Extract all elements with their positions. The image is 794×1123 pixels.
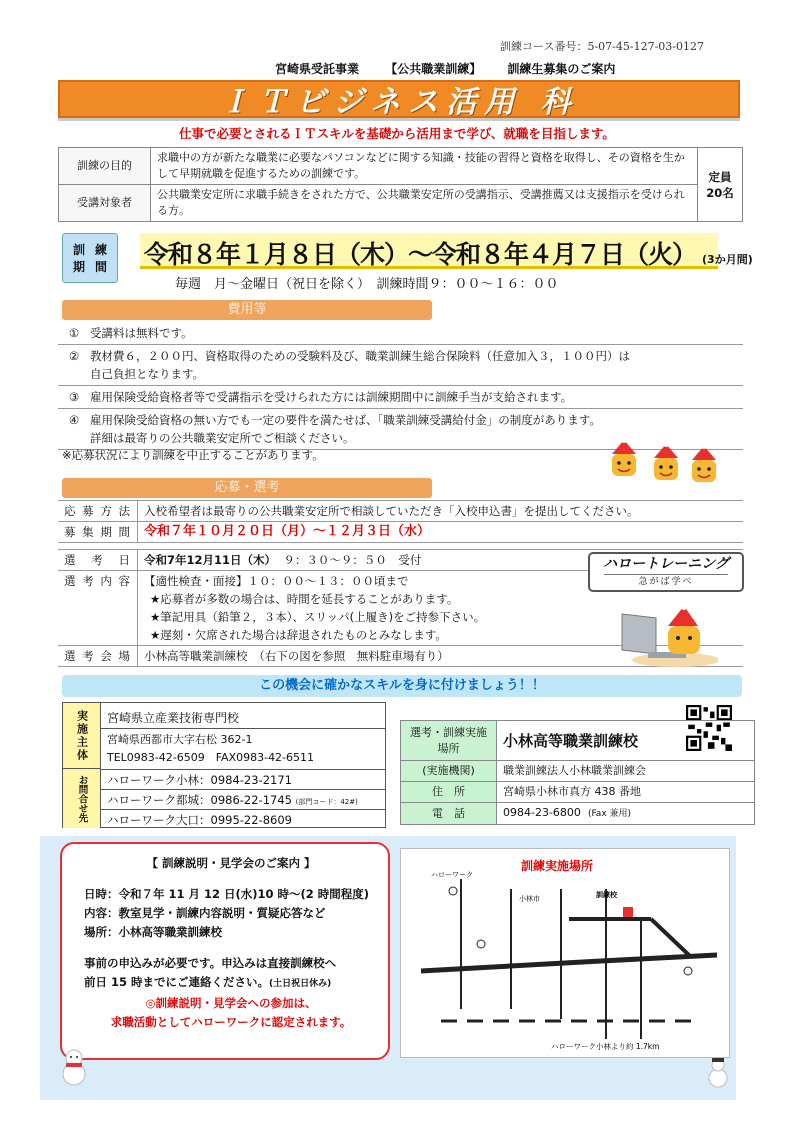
fee-heading: 費用等 (62, 300, 432, 320)
capacity-cell (698, 148, 743, 222)
purpose-label: 訓練の目的 (59, 148, 151, 185)
period-badge-line1: 訓練 (73, 243, 118, 257)
course-number: 訓練コース番号：5-07-45-127-03-0127 (500, 40, 705, 53)
map-label-school: 訓練校 (596, 891, 617, 899)
organizer-label: 実施主体 (63, 703, 101, 769)
map-label-hw: ハローワーク (431, 871, 473, 879)
venue-place-name: 小林高等職業訓練校 (497, 721, 755, 761)
application-heading: 応募・選考 (62, 478, 432, 498)
period-badge-line2: 期間 (73, 260, 118, 274)
info-table (58, 147, 743, 222)
session-content: 内容：教室見学・訓練内容説明・質疑応答など (84, 906, 326, 920)
venue-address-label: 住 所 (401, 782, 497, 803)
header-line (275, 60, 637, 77)
purpose-text: 求職中の方が新たな職業に必要なパソコンなどに関する知識・技能の習得と資格を取得し、その資格を生かして早期就職を促進するための訓練です。 (151, 148, 698, 185)
fee-item: ① 受講料は無料です。 (58, 322, 743, 345)
session-info-box (60, 842, 390, 1060)
session-notice2: 前日 15 時までにご連絡ください。(土日祝日休み) (84, 975, 332, 989)
venue-phone-label: 電 話 (401, 803, 497, 825)
organizer-address: 宮崎県西都市大字右松 362-1 (107, 733, 253, 746)
schedule: 毎週 月～金曜日（祝日を除く） 訓練時間９：００～１６：００ (175, 277, 559, 292)
venue-address: 宮崎県小林市真方 438 番地 (497, 782, 755, 803)
fee-item: ② 教材費６，２００円、資格取得のための受験料及び、職業訓練生総合保険料（任意加入３，１００円）は 自己負担となります。 (58, 345, 743, 386)
session-red1: ◎訓練説明・見学会への参加は、 (145, 996, 317, 1010)
tagline: 仕事で必要とされるＩＴスキルを基礎から活用まで学び、就職を目指します。 (179, 126, 615, 141)
title-bar (58, 80, 740, 118)
hw-ookuchi: ハローワーク大口：0995-22-8609 (107, 813, 292, 827)
session-date: 日時：令和７年 11 月 12 日(水)10 時～(2 時間程度) (84, 887, 370, 901)
fee-list (58, 322, 743, 450)
venue-place-label: 選考・訓練実施場所 (401, 721, 497, 761)
period-sub: (3か月間) (702, 253, 753, 266)
fee-item: ④ 雇用保険受給資格の無い方でも一定の要件を満たせば、「職業訓練受講給付金」の制度があります。 詳細は最寄りの公共職業安定所でご相談ください。 (58, 409, 743, 450)
inquiry-label: お問合せ先 (63, 769, 101, 828)
hello-training-logo: ハロートレーニング 急がば学べ (588, 552, 744, 592)
venue-table (400, 720, 755, 825)
target-text: 公共職業安定所に求職手続きをされた方で、公共職業安定所の受講指示、受講推薦又は支援指示を受けられる方。 (151, 185, 698, 222)
map-label-distance: ハローワーク小林より約 1.7km (551, 1042, 660, 1051)
application-row: 応募方法 入校希望者は最寄りの公共職業安定所で相談していただき「入校申込書」を提出してください。 (58, 500, 743, 522)
contact-box (62, 702, 386, 828)
session-place: 場所：小林高等職業訓練校 (84, 925, 222, 939)
snowman-illustration (56, 1046, 92, 1086)
application-row: 選考会場 小林高等職業訓練校 （右下の図を参照 無料駐車場有り） (58, 646, 743, 667)
hw-kobayashi: ハローワーク小林：0984-23-2171 (107, 773, 292, 787)
map-box (400, 848, 730, 1058)
application-row: 選考日 令和7年12月11日（木） ９：３０～９：５０ 受付 (58, 549, 743, 571)
slogan-bar: この機会に確かなスキルを身に付けましょう！！ (62, 675, 742, 697)
map-label-city: 小林市 (519, 895, 540, 903)
target-label: 受講対象者 (59, 185, 151, 222)
period-box (140, 233, 753, 269)
organizer-name: 宮崎県立産業技術専門校 (107, 711, 240, 725)
header-type: 【公共職業訓練】 (385, 62, 482, 76)
fee-item: ③ 雇用保険受給資格者等で受講指示を受けられた方には訓練期間中に訓練手当が支給されます。 (58, 386, 743, 409)
session-title: 【 訓練説明・見学会のご案内 】 (146, 856, 316, 870)
capacity-value: 20名 (706, 185, 734, 200)
venue-org-label: (実施機関) (401, 761, 497, 782)
header-org: 宮崎県受託事業 (275, 62, 360, 76)
map-title: 訓練実施場所 (521, 859, 594, 873)
hw-miyakonojo: ハローワーク都城：0986-22-1745 (部門コード：42#) (107, 793, 358, 807)
period-badge (62, 233, 118, 283)
venue-phone: 0984-23-6800 (Fax 兼用) (497, 803, 755, 825)
venue-org-name: 職業訓練法人小林職業訓練会 (497, 761, 755, 782)
period-main: 令和８年１月８日（木）～令和８年４月７日（火） (144, 240, 697, 269)
mascot-laptop-illustration (618, 604, 718, 668)
session-notice1: 事前の申込みが必要です。申込みは直接訓練校へ (84, 956, 337, 970)
header-notice: 訓練生募集のご案内 (507, 62, 616, 76)
organizer-phone: TEL0983-42-6509 FAX0983-42-6511 (107, 751, 315, 764)
page-title: ＩＴビジネス活用 科 (219, 85, 579, 120)
session-red2: 求職活動としてハローワークに認定されます。 (110, 1015, 352, 1029)
route-map (401, 849, 731, 1059)
capacity-label: 定員 (708, 169, 732, 184)
application-row: 募集期間 令和７年１０月２０日（月）～１２月３日（水） (58, 522, 743, 543)
application-row: 選考内容 【適性検査・面接】１０：００～１３：００頃まで ★応募者が多数の場合は、時間を延長することがあります。 ★筆記用具（鉛筆２，３本）、スリッパ(上履き)をご持参下さい。 ★遅刻・欠席された場合は辞退されたものとみなします。 (58, 571, 743, 646)
fee-note: ※応募状況により訓練を中止することがあります。 (62, 448, 324, 462)
mascot-characters-illustration (606, 436, 726, 482)
snowman-small-illustration (700, 1056, 736, 1090)
